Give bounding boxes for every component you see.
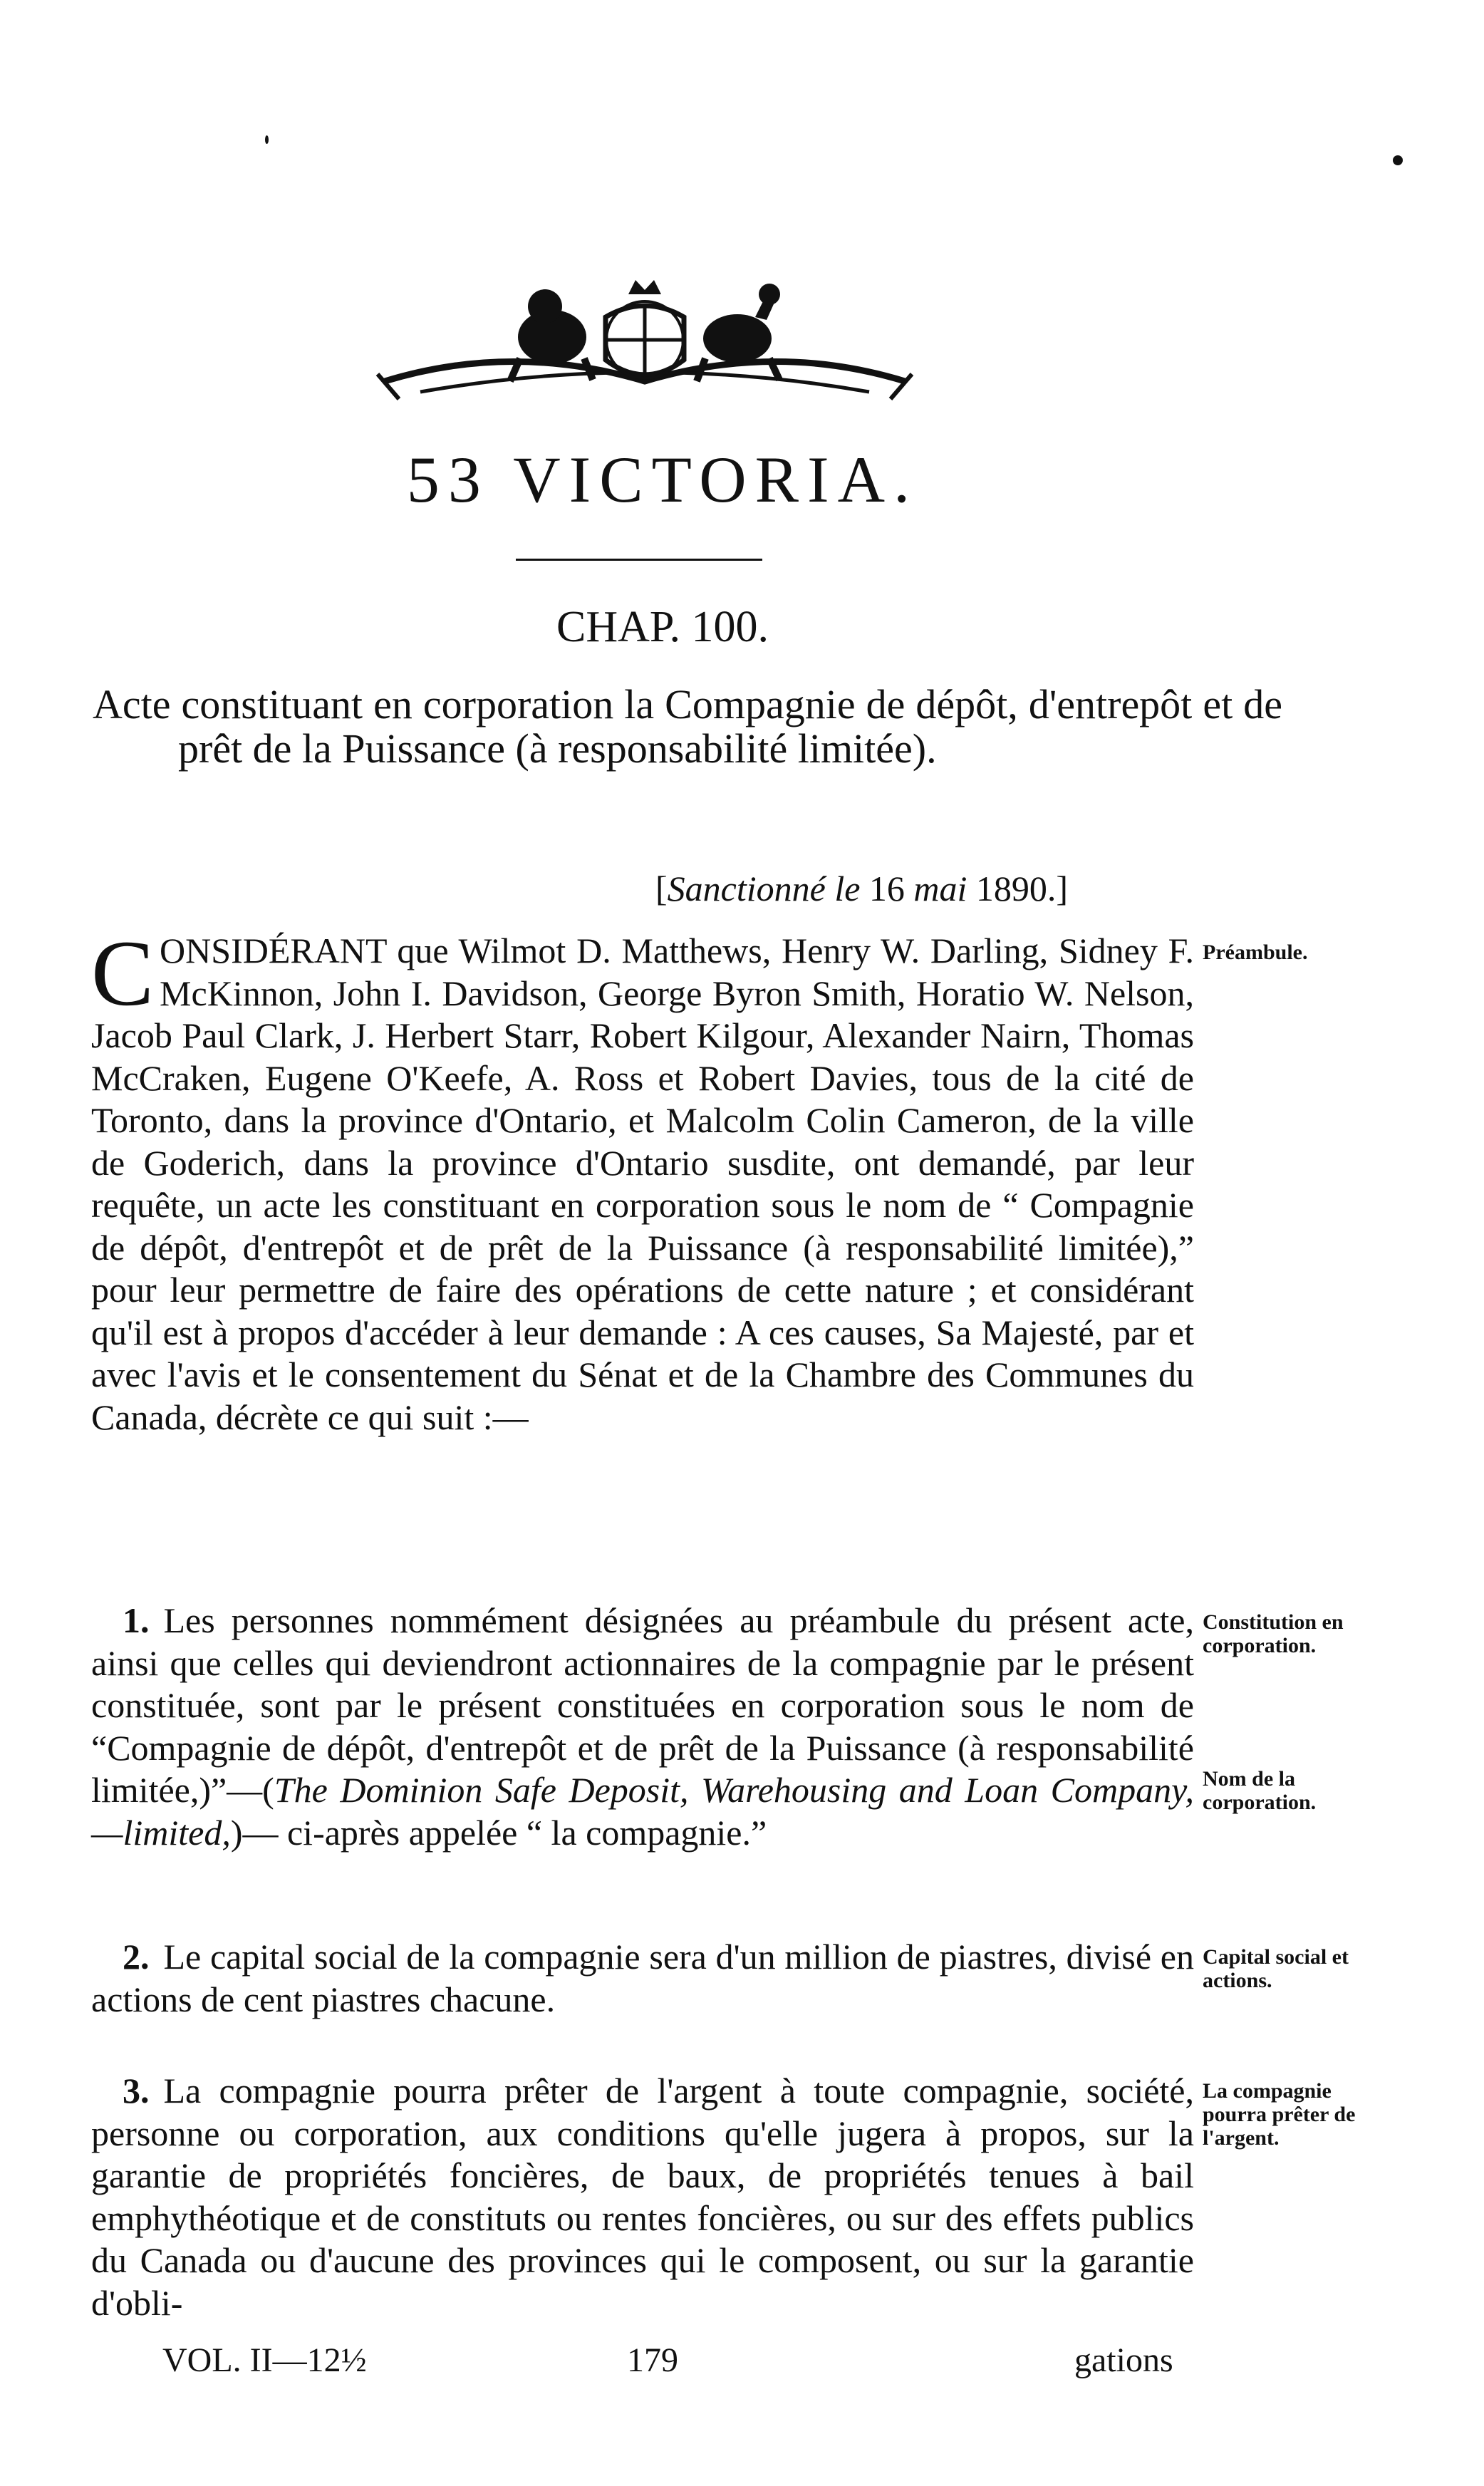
sanction-date — [655, 868, 1068, 909]
sanction-open-bracket: [ — [655, 869, 668, 908]
sanction-year: 1890.] — [975, 869, 1069, 908]
heading-rule — [516, 559, 762, 561]
chapter-number: CHAP. 100. — [556, 603, 769, 651]
preamble-text: ONSIDÉRANT que Wilmot D. Matthews, Henry W. Darling, Sidney F. McKinnon, John I. Davidson, George Byron Smith, Horatio W. Nelson, Jacob Paul Clark, J. Herbert Starr, Robert Kilgour, Alexander Nairn, Thomas McCraken, Eugene O'Keefe, A. Ross et Robert Davies, tous de la cité de Toronto, dans la province d'Ontario, et Malcolm Colin Cameron, de la ville de Goderich, dans la province d'Ontario susdite, ont demandé, par leur requête, un acte les constituant en corporation sous le nom de “ Compagnie de dépôt, d'entrepôt et de prêt de la Puissance (à responsabilité limitée),” pour leur permettre de faire des opérations de cette nature ; et considérant qu'il est à propos d'accéder à leur demande : A ces causes, Sa Majesté, par et avec l'avis et le consentement du Sénat et de la Chambre des Communes du Canada, décrète ce qui suit :— — [91, 931, 1194, 1437]
sanction-month: mai — [913, 869, 967, 908]
section-1-english-name: The Dominion Safe Deposit, Warehousing and Loan Company,—limited, — [91, 1770, 1194, 1853]
preamble-drop-cap: C — [91, 921, 155, 1025]
catchword: gations — [1074, 2341, 1173, 2379]
volume-signature: VOL. II—12½ — [162, 2341, 367, 2379]
margin-note-name: Nom de la corporation. — [1203, 1767, 1317, 1814]
sanction-word: Sanctionné le — [667, 869, 861, 908]
section-2-text: Le capital social de la compagnie sera d'un million de piastres, divisé en actions de cent piastres chacune. — [91, 1937, 1194, 2019]
page-footer — [0, 2341, 1484, 2383]
section-number: 1. — [123, 1600, 150, 1640]
section-3-text: La compagnie pourra prêter de l'argent à toute compagnie, société, personne ou corporation, aux conditions qu'elle jugera à propos, sur la garantie de propriétés foncières, de baux, de propriétés tenues à bail emphythéotique et de constituts ou rentes foncières, ou sur des effets publics du Canada ou d'aucune des provinces qui le composent, ou sur la garantie d'obli- — [91, 2071, 1194, 2323]
section-number: 3. — [123, 2071, 150, 2110]
section-3 — [91, 2070, 1194, 2324]
preamble-paragraph — [91, 921, 1194, 1439]
regnal-year-heading: 53 VICTORIA. — [406, 443, 919, 516]
page-number: 179 — [627, 2341, 678, 2379]
margin-note-preamble: Préambule. — [1203, 941, 1308, 964]
ink-speck — [265, 135, 269, 144]
section-1-text-a: Les personnes nommément désignées au préambule du présent acte, ainsi que celles qui deviendront actionnaires de la compagnie par le présent constituée, sont par le présent constituées en corporation sous le nom de “Compagnie de dépôt, d'entrepôt et de prêt de la Puissance (à responsabilité limitée,)”—( — [91, 1600, 1194, 1810]
section-2 — [91, 1936, 1194, 2021]
sanction-day: 16 — [868, 869, 905, 908]
section-number: 2. — [123, 1937, 150, 1977]
section-1-text-b: )— ci-après appelée “ la compagnie.” — [230, 1812, 767, 1853]
margin-note-lending: La compagnie pourra prêter de l'argent. — [1203, 2079, 1356, 2150]
royal-coat-of-arms-icon — [370, 274, 919, 403]
margin-note-constitution: Constitution en corporation. — [1203, 1610, 1344, 1657]
ink-speck — [1393, 155, 1403, 165]
act-title: Acte constituant en corporation la Compagnie de dépôt, d'entrepôt et de prêt de la Puissance (à responsabilité limitée). — [93, 681, 1282, 772]
margin-note-capital: Capital social et actions. — [1203, 1945, 1349, 1992]
section-1 — [91, 1600, 1194, 1854]
